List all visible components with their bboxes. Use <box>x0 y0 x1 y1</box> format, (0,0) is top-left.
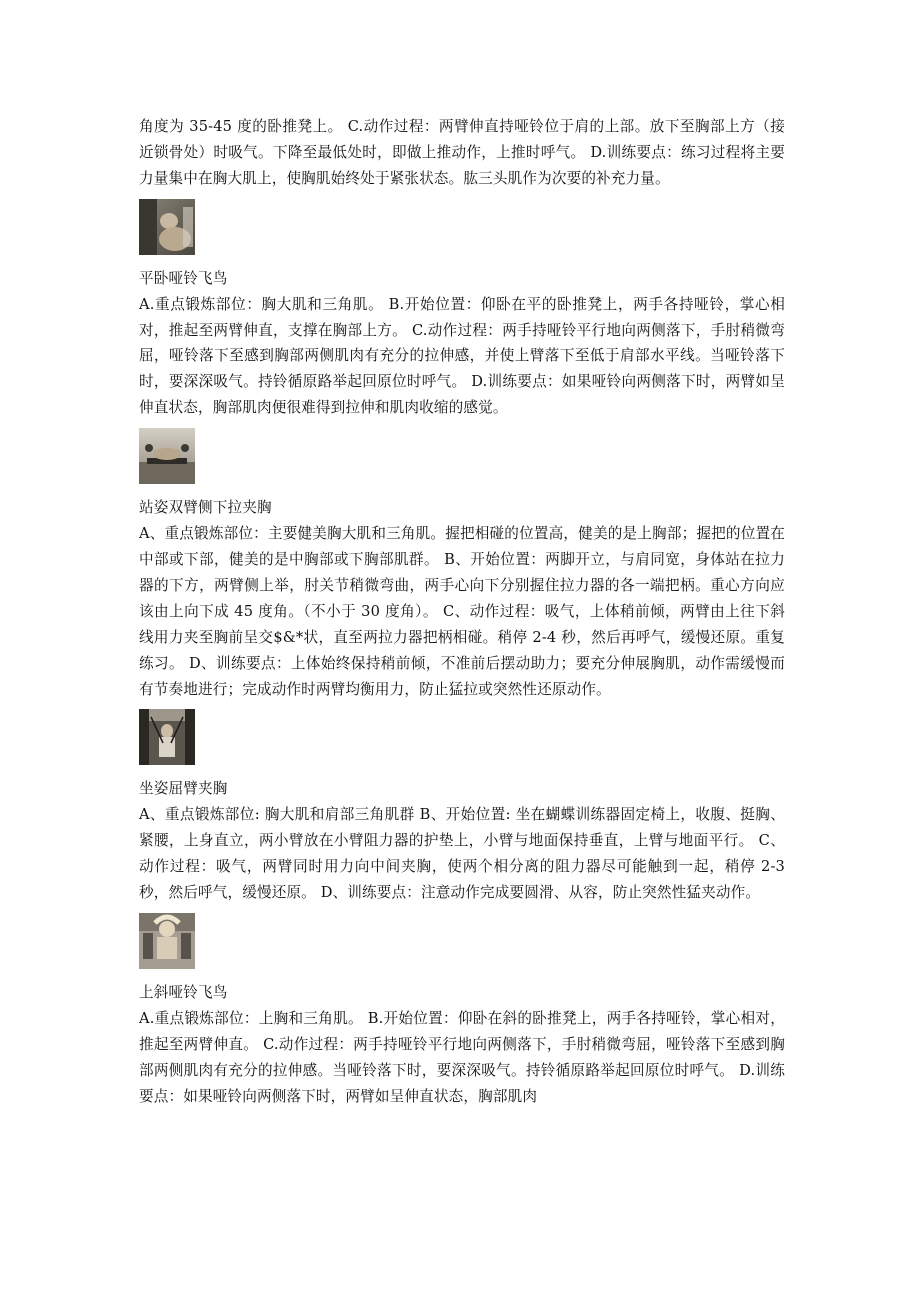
section-2-heading: 平卧哑铃飞鸟 <box>139 269 228 287</box>
section-5-heading: 上斜哑铃飞鸟 <box>139 983 228 1001</box>
exercise-photo-pec-deck <box>139 913 195 969</box>
section-1-paragraph: 角度为 35-45 度的卧推凳上。 C.动作过程：两臂伸直持哑铃位于肩的上部。放下至胸部上方（接近锁骨处）时吸气。下降至最低处时，即做上推动作，上推时呼气。 D.训练要点：练习过程将主要力量集中在胸大肌上，使胸肌始终处于紧张状态。肱三头肌作为次要的补充力量。 <box>139 118 785 187</box>
section-4-paragraph: A、重点锻炼部位: 胸大肌和肩部三角肌群 B、开始位置: 坐在蝴蝶训练器固定椅上，收腹、挺胸、紧腰，上身直立，两小臂放在小臂阻力器的护垫上，小臂与地面保持垂直，上臂与地面平行。 C、动作过程：吸气，两臂同时用力向中间夹胸，使两个相分离的阻力器尽可能触到一起，稍停 2-3 秒，然后呼气，缓慢还原。 D、训练要点：注意动作完成要圆滑、从容，防止突然性猛夹动作。 <box>139 806 785 902</box>
section-2-paragraph: A.重点锻炼部位：胸大肌和三角肌。 B.开始位置：仰卧在平的卧推凳上，两手各持哑铃，掌心相对，推起至两臂伸直，支撑在胸部上方。 C.动作过程：两手持哑铃平行地向两侧落下，手肘稍微弯屈，哑铃落下至感到胸部两侧肌肉有充分的拉伸感，并使上臂落下至低于肩部水平线。当哑铃落下时，要深深吸气。持铃循原路举起回原位时呼气。 D.训练要点：如果哑铃向两侧落下时，两臂如呈伸直状态，胸部肌肉便很难得到拉伸和肌肉收缩的感觉。 <box>139 295 785 417</box>
exercise-photo-flat-fly <box>139 428 195 484</box>
exercise-photo-cable-crossover <box>139 709 195 765</box>
section-5-paragraph: A.重点锻炼部位：上胸和三角肌。 B.开始位置：仰卧在斜的卧推凳上，两手各持哑铃，掌心相对，推起至两臂伸直。 C.动作过程：两手持哑铃平行地向两侧落下，手肘稍微弯屈，哑铃落下至感到胸部两侧肌肉有充分的拉伸感。当哑铃落下时，要深深吸气。持铃循原路举起回原位时呼气。 D.训练要点：如果哑铃向两侧落下时，两臂如呈伸直状态，胸部肌肉 <box>139 1009 785 1105</box>
exercise-photo-incline-press <box>139 199 195 255</box>
section-4-heading: 坐姿屈臂夹胸 <box>139 780 228 798</box>
document-page <box>139 114 785 1109</box>
section-3-heading: 站姿双臂侧下拉夹胸 <box>139 499 272 517</box>
section-3-paragraph: A、重点锻炼部位：主要健美胸大肌和三角肌。握把相碰的位置高，健美的是上胸部；握把的位置在中部或下部，健美的是中胸部或下胸部肌群。 B、开始位置：两脚开立，与肩同宽，身体站在拉力器的下方，两臂侧上举，肘关节稍微弯曲，两手心向下分别握住拉力器的各一端把柄。重心方向应该由上向下成 45 度角。（不小于 30 度角）。 C、动作过程：吸气，上体稍前倾，两臂由上往下斜线用力夹至胸前呈交$&*状，直至两拉力器把柄相碰。稍停 2-4 秒，然后再呼气，缓慢还原。重复练习。 D、训练要点：上体始终保持稍前倾，不准前后摆动助力；要充分伸展胸肌，动作需缓慢而有节奏地进行；完成动作时两臂均衡用力，防止猛拉或突然性还原动作。 <box>139 525 785 698</box>
